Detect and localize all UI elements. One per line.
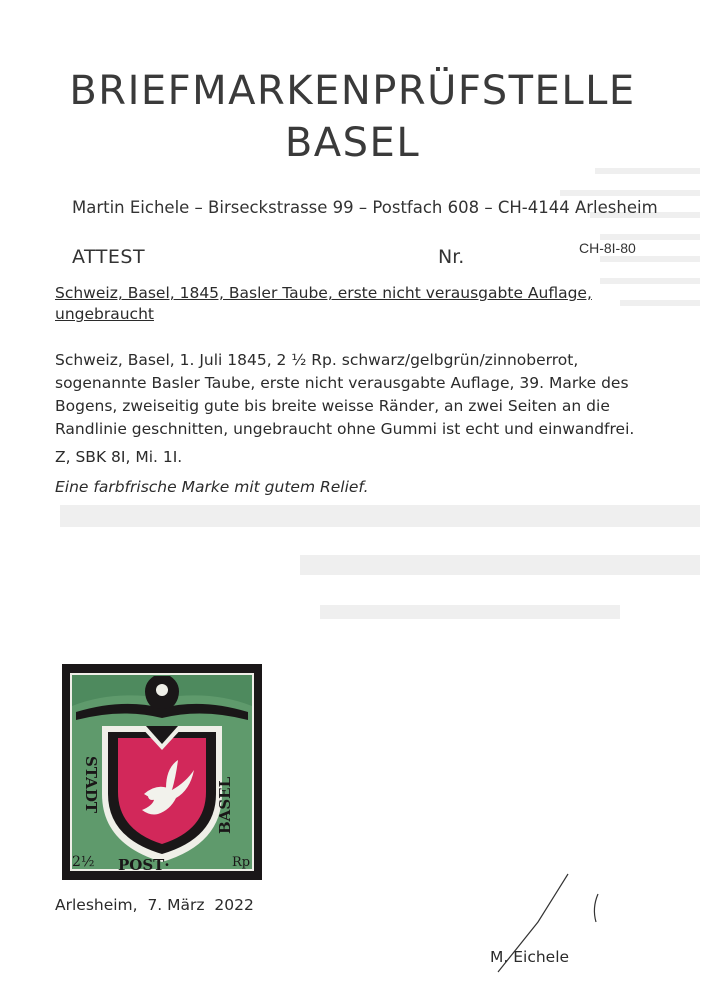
office-title: BRIEFMARKENPRÜFSTELLE	[69, 68, 636, 114]
svg-text:POST·: POST·	[118, 856, 170, 874]
place-and-date: Arlesheim, 7. März 2022	[55, 896, 254, 914]
office-address: Martin Eichele – Birseckstrasse 99 – Postfach 608 – CH-4144 Arlesheim	[72, 198, 658, 217]
condition-remark: Eine farbfrische Marke mit gutem Relief.	[55, 478, 369, 496]
svg-text:BASEL: BASEL	[216, 776, 234, 834]
attest-nr-label: Nr.	[438, 246, 465, 268]
subject-heading: Schweiz, Basel, 1845, Basler Taube, erste nicht verausgabte Auflage, ungebraucht	[55, 284, 592, 323]
stamp-description: Schweiz, Basel, 1. Juli 1845, 2 ½ Rp. schwarz/gelbgrün/zinnoberrot, sogenannte Basler Taube, erste nicht verausgabte Auflage, 39. Marke des Bogens, zweiseitig gute bis breite weisse Ränder, an zwei Seiten an die Randlinie geschnitten, ungebraucht ohne Gummi ist echt und einwandfrei.	[55, 351, 635, 438]
svg-text:2½: 2½	[72, 854, 95, 870]
stamp-image	[62, 664, 262, 880]
svg-text:Rp: Rp	[232, 855, 251, 870]
catalog-references: Z, SBK 8I, Mi. 1I.	[55, 448, 183, 466]
signature-name: M. Eichele	[490, 948, 570, 966]
office-city: BASEL	[284, 120, 421, 166]
attest-label: ATTEST	[72, 246, 146, 268]
certificate-number: CH-8I-80	[579, 240, 636, 256]
svg-text:STADT: STADT	[82, 756, 100, 813]
